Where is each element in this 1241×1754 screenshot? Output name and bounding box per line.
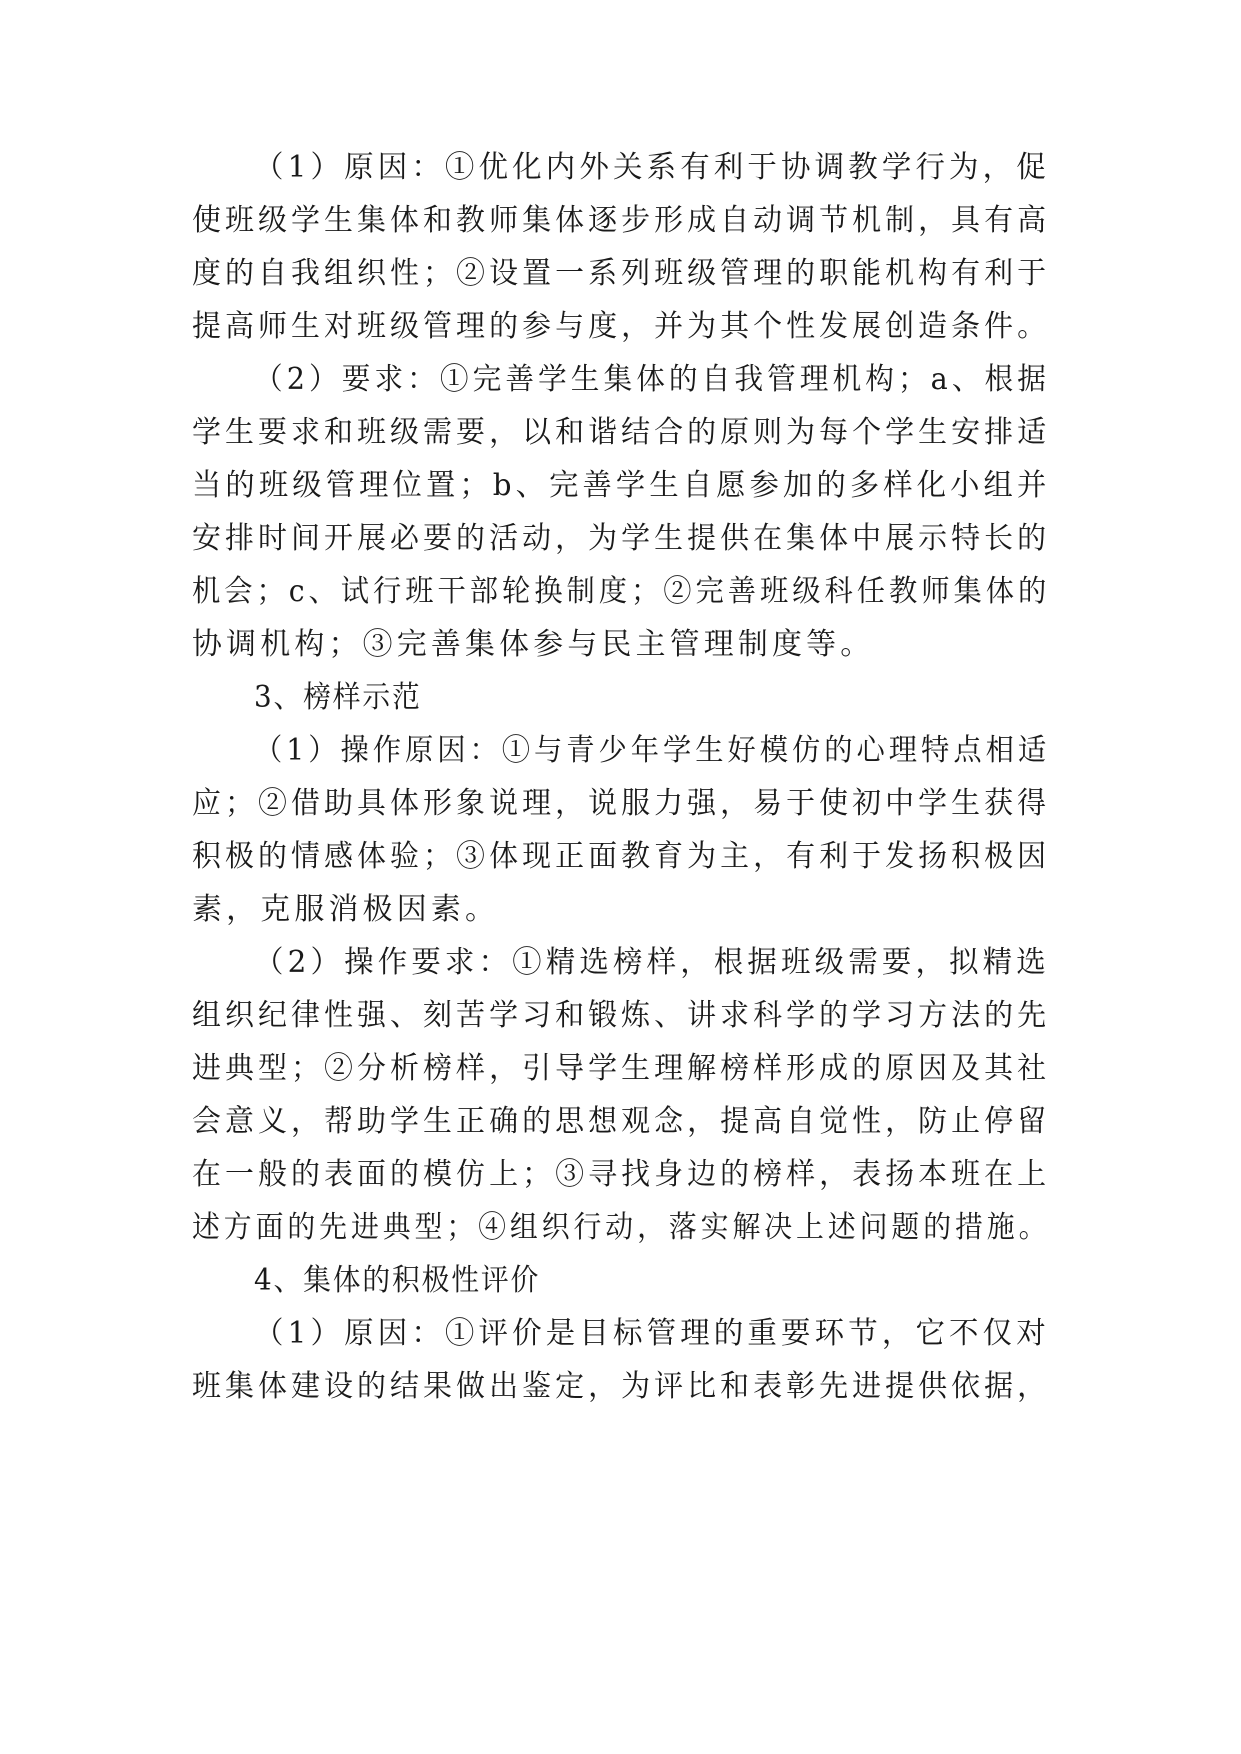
paragraph-line: （1）操作原因：①与青少年学生好模仿的心理特点相适 (254, 733, 1051, 768)
paragraph-line: （2）操作要求：①精选榜样，根据班级需要，拟精选 (254, 945, 1050, 980)
paragraph-line: 机会；c、试行班干部轮换制度；②完善班级科任教师集体的 (192, 574, 1051, 609)
paragraph-line: （1）原因：①优化内外关系有利于协调教学行为，促 (254, 150, 1050, 185)
paragraph-line: 协调机构；③完善集体参与民主管理制度等。 (192, 627, 875, 662)
section-heading: 3、榜样示范 (254, 680, 422, 715)
paragraph-line: 班集体建设的结果做出鉴定，为评比和表彰先进提供依据， (192, 1369, 1051, 1404)
paragraph-line: 积极的情感体验；③体现正面教育为主，有利于发扬积极因 (192, 839, 1051, 874)
paragraph-line: 当的班级管理位置；b、完善学生自愿参加的多样化小组并 (192, 468, 1051, 503)
paragraph-line: 素，克服消极因素。 (192, 892, 500, 927)
paragraph-line: 使班级学生集体和教师集体逐步形成自动调节机制，具有高 (192, 203, 1051, 238)
paragraph-line: 度的自我组织性；②设置一系列班级管理的职能机构有利于 (192, 256, 1051, 291)
paragraph-line: 学生要求和班级需要，以和谐结合的原则为每个学生安排适 (192, 415, 1051, 450)
paragraph-line: 组织纪律性强、刻苦学习和锻炼、讲求科学的学习方法的先 (192, 998, 1051, 1033)
paragraph-line: 会意义，帮助学生正确的思想观念，提高自觉性，防止停留 (192, 1104, 1051, 1139)
paragraph-line: （2）要求：①完善学生集体的自我管理机构；a、根据 (254, 362, 1050, 397)
paragraph-line: 进典型；②分析榜样，引导学生理解榜样形成的原因及其社 (192, 1051, 1051, 1086)
paragraph-line: 安排时间开展必要的活动，为学生提供在集体中展示特长的 (192, 521, 1051, 556)
section-heading: 4、集体的积极性评价 (254, 1263, 541, 1298)
paragraph-line: （1）原因：①评价是目标管理的重要环节，它不仅对 (254, 1316, 1050, 1351)
paragraph-line: 提高师生对班级管理的参与度，并为其个性发展创造条件。 (192, 309, 1051, 344)
paragraph-line: 在一般的表面的模仿上；③寻找身边的榜样，表扬本班在上 (192, 1157, 1051, 1192)
paragraph-line: 应；②借助具体形象说理，说服力强，易于使初中学生获得 (192, 786, 1051, 821)
paragraph-line: 述方面的先进典型；④组织行动，落实解决上述问题的措施。 (192, 1210, 1051, 1245)
